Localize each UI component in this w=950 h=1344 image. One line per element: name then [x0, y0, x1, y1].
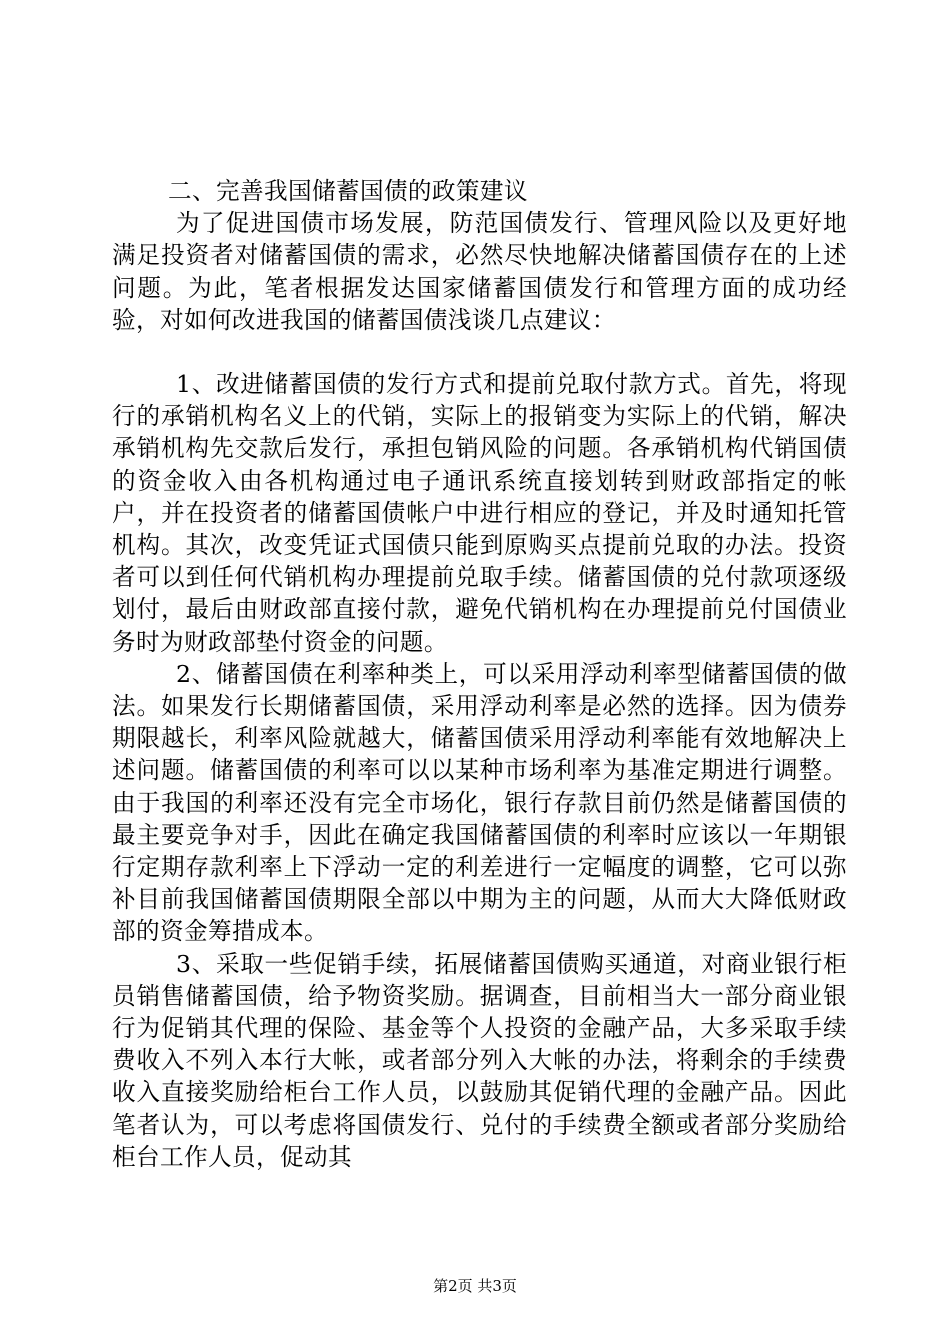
document-body	[112, 175, 847, 1173]
page-footer: 第2页 共3页	[433, 1277, 517, 1295]
section-heading: 二、完善我国储蓄国债的政策建议	[168, 177, 528, 205]
paragraph-3: 3、采取一些促销手续，拓展储蓄国债购买通道，对商业银行柜员销售储蓄国债，给予物资奖励。据调查，目前相当大一部分商业银行为促销其代理的保险、基金等个人投资的金融产品，大多采取手续费收入不列入本行大帐，或者部分列入大帐的办法，将剩余的手续费收入直接奖励给柜台工作人员，以鼓励其促销代理的金融产品。因此笔者认为，可以考虑将国债发行、兑付的手续费全额或者部分奖励给柜台工作人员，促动其	[112, 949, 847, 1171]
intro-paragraph: 为了促进国债市场发展，防范国债发行、管理风险以及更好地满足投资者对储蓄国债的需求，必然尽快地解决储蓄国债存在的上述问题。为此，笔者根据发达国家储蓄国债发行和管理方面的成功经验，对如何改进我国的储蓄国债浅谈几点建议：	[112, 209, 847, 334]
paragraph-1: 1、改进储蓄国债的发行方式和提前兑取付款方式。首先，将现行的承销机构名义上的代销，实际上的报销变为实际上的代销，解决承销机构先交款后发行，承担包销风险的问题。各承销机构代销国债的资金收入由各机构通过电子通讯系统直接划转到财政部指定的帐户，并在投资者的储蓄国债帐户中进行相应的登记，并及时通知托管机构。其次，改变凭证式国债只能到原购买点提前兑取的办法。投资者可以到任何代销机构办理提前兑取手续。储蓄国债的兑付款项逐级划付，最后由财政部直接付款，避免代销机构在办理提前兑付国债业务时为财政部垫付资金的问题。	[112, 370, 847, 656]
paragraph-2: 2、储蓄国债在利率种类上，可以采用浮动利率型储蓄国债的做法。如果发行长期储蓄国债，采用浮动利率是必然的选择。因为债券期限越长，利率风险就越大，储蓄国债采用浮动利率能有效地解决上述问题。储蓄国债的利率可以以某种市场利率为基准定期进行调整。由于我国的利率还没有完全市场化，银行存款目前仍然是储蓄国债的最主要竞争对手，因此在确定我国储蓄国债的利率时应该以一年期银行定期存款利率上下浮动一定的利差进行一定幅度的调整，它可以弥补目前我国储蓄国债期限全部以中期为主的问题，从而大大降低财政部的资金筹措成本。	[112, 659, 847, 946]
paragraph-spacer	[112, 336, 847, 368]
